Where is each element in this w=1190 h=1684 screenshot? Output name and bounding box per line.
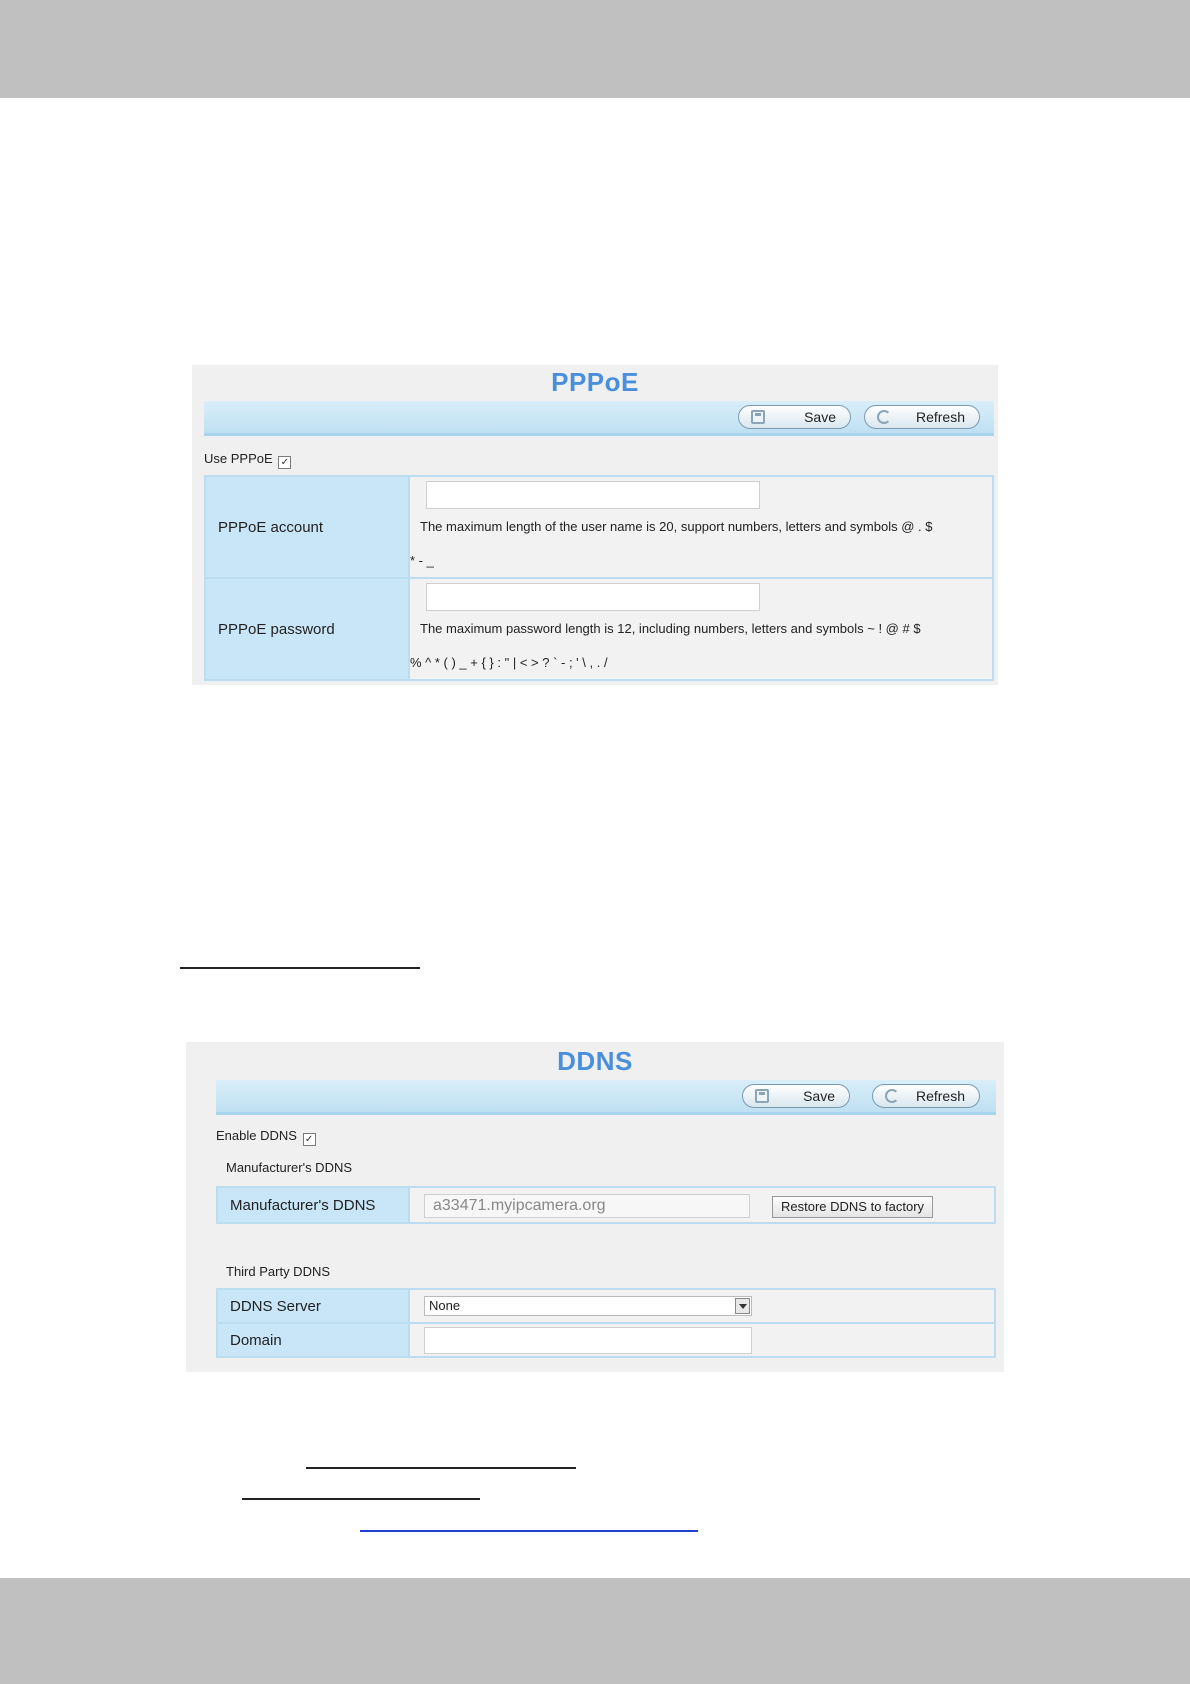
pppoe-panel	[192, 365, 998, 685]
pppoe-password-row	[205, 578, 993, 680]
domain-label: Domain	[217, 1323, 409, 1357]
redacted-line-2	[306, 1467, 576, 1469]
refresh-icon	[877, 410, 891, 424]
domain-cell	[409, 1323, 995, 1357]
use-pppoe-label: Use PPPoE	[204, 451, 273, 466]
manufacturer-ddns-heading: Manufacturer's DDNS	[226, 1160, 353, 1175]
pppoe-password-label: PPPoE password	[205, 578, 409, 680]
refresh-icon	[885, 1089, 899, 1103]
ddns-panel	[186, 1042, 1004, 1372]
ddns-refresh-button[interactable]	[872, 1084, 980, 1108]
pppoe-account-label: PPPoE account	[205, 476, 409, 578]
page-footer-band	[0, 1578, 1190, 1684]
pppoe-account-hint-2: * - _	[410, 553, 434, 568]
ddns-save-label: Save	[803, 1088, 835, 1104]
enable-ddns-label: Enable DDNS	[216, 1128, 297, 1143]
pppoe-save-label: Save	[804, 409, 836, 425]
ddns-server-cell	[409, 1289, 995, 1323]
pppoe-refresh-label: Refresh	[915, 409, 965, 425]
third-party-ddns-heading: Third Party DDNS	[226, 1264, 331, 1279]
pppoe-password-hint-2: % ^ * ( ) _ + { } : " | < > ? ` - ; ' \ , . /	[410, 655, 608, 670]
manufacturer-ddns-value: a33471.myipcamera.org	[433, 1197, 606, 1214]
manufacturer-ddns-table	[216, 1186, 996, 1224]
save-icon	[751, 410, 765, 424]
pppoe-account-cell	[409, 476, 993, 578]
pppoe-password-input[interactable]	[426, 583, 760, 611]
redacted-link-line[interactable]	[360, 1530, 698, 1532]
enable-ddns-checkbox[interactable]: ✓	[303, 1133, 316, 1146]
ddns-server-select[interactable]	[424, 1296, 752, 1316]
use-pppoe-checkbox[interactable]: ✓	[278, 456, 291, 469]
pppoe-save-button[interactable]	[738, 405, 851, 429]
ddns-toolbar	[216, 1080, 996, 1115]
ddns-server-row	[217, 1289, 995, 1323]
ddns-refresh-label: Refresh	[915, 1088, 965, 1104]
third-party-ddns-table	[216, 1288, 996, 1358]
use-pppoe-row	[204, 451, 291, 469]
domain-row	[217, 1323, 995, 1357]
pppoe-form-table	[204, 475, 994, 681]
pppoe-account-hint-1: The maximum length of the user name is 20, support numbers, letters and symbols @ . $	[420, 519, 933, 534]
redacted-line-1	[180, 967, 420, 969]
domain-input[interactable]	[424, 1327, 752, 1354]
pppoe-password-hint-1: The maximum password length is 12, including numbers, letters and symbols ~ ! @ # $	[420, 621, 921, 636]
pppoe-toolbar	[204, 401, 994, 436]
save-icon	[755, 1089, 769, 1103]
page-header-band	[0, 0, 1190, 98]
manufacturer-ddns-label: Manufacturer's DDNS	[217, 1187, 409, 1223]
pppoe-title: PPPoE	[551, 367, 639, 397]
pppoe-refresh-button[interactable]	[864, 405, 980, 429]
enable-ddns-row	[216, 1128, 316, 1146]
manufacturer-ddns-cell	[409, 1187, 995, 1223]
pppoe-account-row	[205, 476, 993, 578]
manufacturer-ddns-input	[424, 1194, 750, 1218]
pppoe-account-input[interactable]	[426, 481, 760, 509]
ddns-save-button[interactable]	[742, 1084, 850, 1108]
manufacturer-ddns-row	[217, 1187, 995, 1223]
ddns-server-label: DDNS Server	[217, 1289, 409, 1323]
redacted-line-3	[242, 1498, 480, 1500]
ddns-server-selected: None	[429, 1298, 461, 1313]
restore-ddns-button[interactable]: Restore DDNS to factory	[772, 1196, 933, 1218]
ddns-title: DDNS	[557, 1046, 633, 1076]
pppoe-password-cell	[409, 578, 993, 680]
chevron-down-icon[interactable]	[735, 1298, 750, 1314]
